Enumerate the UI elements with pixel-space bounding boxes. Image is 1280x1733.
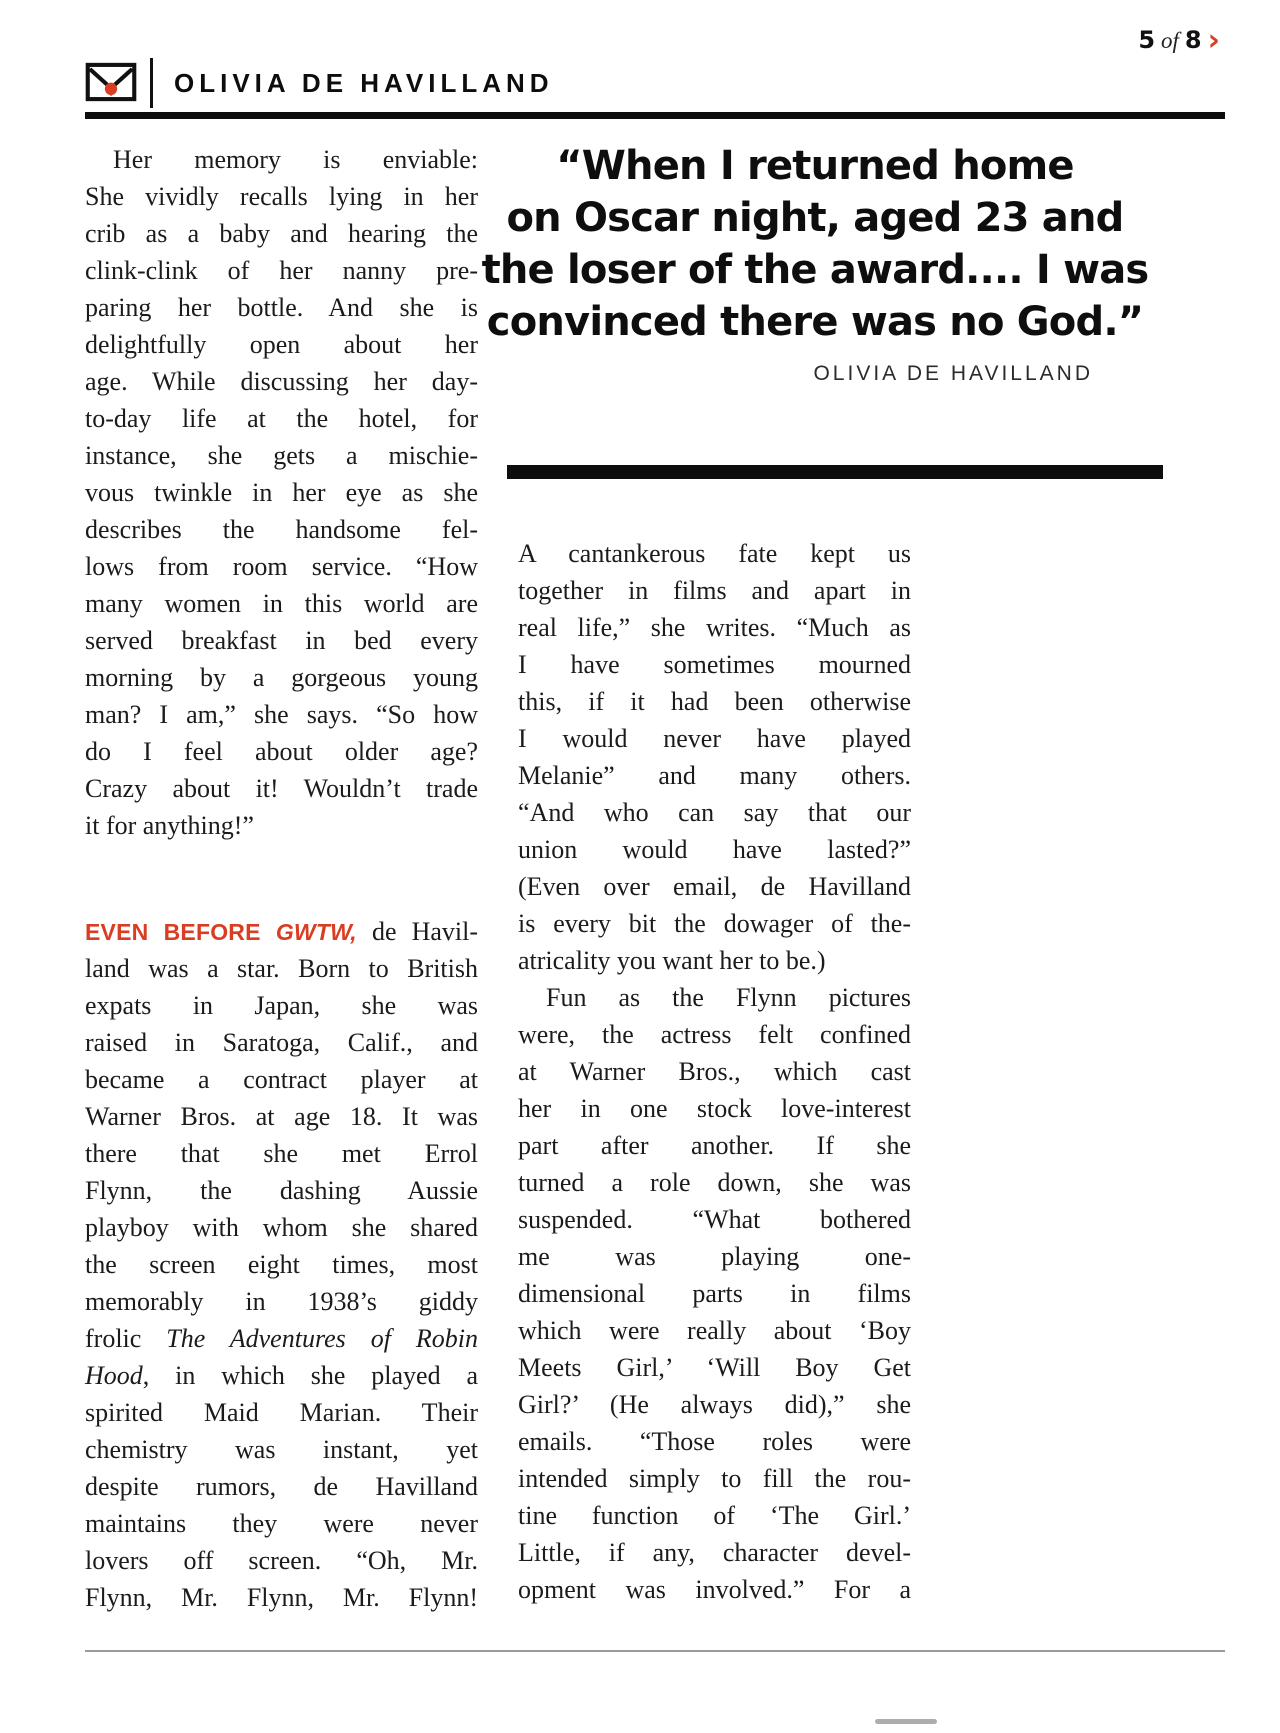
text-line: I have sometimes mourned [518,650,911,679]
text-line: union would have lasted?” [518,835,911,864]
text-line: I would never have played [518,724,911,753]
text-line: atricality you want her to be.) [518,946,826,975]
text-line: age. While discussing her day- [85,367,478,396]
text-line: opment was involved.” For a [518,1575,911,1604]
text-line: to-day life at the hotel, for [85,404,478,433]
text-line: suspended. “What bothered [518,1205,911,1234]
text-line: expats in Japan, she was [85,991,478,1020]
page-progress-indicator [875,1719,937,1724]
text-line: there that she met Errol [85,1139,478,1168]
header-rule [85,112,1225,119]
text-line: raised in Saratoga, Calif., and [85,1028,478,1057]
text-line: Girl?’ (He always did),” she [518,1390,911,1419]
text-line: at Warner Bros., which cast [518,1057,911,1086]
text-line: vous twinkle in her eye as she [85,478,478,507]
article-right-column [518,535,911,1608]
text-line: lovers off screen. “Oh, Mr. [85,1546,478,1575]
quote-divider-bar [507,465,1163,479]
paragraph [518,535,911,979]
text-line: emails. “Those roles were [518,1427,911,1456]
pull-quote-line: “When I returned home [556,143,1074,189]
footer-rule [85,1650,1225,1652]
text-line: it for anything!” [85,811,254,840]
text-line: is every bit the dowager of the- [518,909,911,938]
pull-quote-line: the loser of the award.... I was [481,247,1149,293]
text-line: “And who can say that our [518,798,911,827]
text-line: me was playing one- [518,1242,911,1271]
text-line: part after another. If she [518,1131,911,1160]
text-line: do I feel about older age? [85,737,478,766]
text-line: describes the handsome fel- [85,515,478,544]
text-line: Crazy about it! Wouldn’t trade [85,774,478,803]
text-line: playboy with whom she shared [85,1213,478,1242]
pagination [1138,23,1220,58]
text-line: her in one stock love-interest [518,1094,911,1123]
text-line: tine function of ‘The Girl.’ [518,1501,911,1530]
text-line: Flynn, the dashing Aussie [85,1176,478,1205]
pull-quote-line: convinced there was no God.” [486,299,1144,345]
text-line: Warner Bros. at age 18. It was [85,1102,478,1131]
text-line: instance, she gets a mischie- [85,441,478,470]
pull-quote [467,140,1163,386]
text-line: many women in this world are [85,589,478,618]
masthead-divider [150,58,153,108]
text-line: She vividly recalls lying in her [85,182,478,211]
text-line: real life,” she writes. “Much as [518,613,911,642]
text-line: served breakfast in bed every [85,626,478,655]
text-line: land was a star. Born to British [85,954,478,983]
paragraph [85,913,478,1616]
text-line: memorably in 1938’s giddy [85,1287,478,1316]
text-line: turned a role down, she was [518,1168,911,1197]
text-line: Fun as the Flynn pictures [546,983,911,1012]
text-line: Little, if any, character devel- [518,1538,911,1567]
text-line: were, the actress felt confined [518,1020,911,1049]
article-left-column [85,141,478,1616]
text-line: delightfully open about her [85,330,478,359]
paragraph [85,141,478,844]
text-line: together in films and apart in [518,576,911,605]
text-line: became a contract player at [85,1065,478,1094]
text-line: which were really about ‘Boy [518,1316,911,1345]
pagination-total: 8 [1184,26,1202,54]
text-line: intended simply to fill the rou- [518,1464,911,1493]
pull-quote-attribution: OLIVIA DE HAVILLAND [813,362,1093,385]
next-page-chevron[interactable]: › [1207,23,1220,58]
text-line: chemistry was instant, yet [85,1435,478,1464]
text-line: lows from room service. “How [85,552,478,581]
text-line: spirited Maid Marian. Their [85,1398,478,1427]
text-line: Flynn, Mr. Flynn, Mr. Flynn! [85,1583,478,1612]
text-line: frolic The Adventures of Robin [85,1324,478,1353]
section-title: OLIVIA DE HAVILLAND [174,68,554,98]
text-line: crib as a baby and hearing the [85,219,478,248]
text-line: paring her bottle. And she is [85,293,478,322]
text-line: Melanie” and many others. [518,761,911,790]
text-line: this, if it had been otherwise [518,687,911,716]
pull-quote-line: on Oscar night, aged 23 and [506,195,1124,241]
text-line: clink-clink of her nanny pre- [85,256,478,285]
text-line: A cantankerous fate kept us [518,539,911,568]
text-line: maintains they were never [85,1509,478,1538]
pagination-current: 5 [1138,26,1156,54]
text-line: Her memory is enviable: [113,145,478,174]
text-line: Meets Girl,’ ‘Will Boy Get [518,1353,911,1382]
text-line: (Even over email, de Havilland [518,872,911,901]
text-line: morning by a gorgeous young [85,663,478,692]
text-line: EVEN BEFORE GWTW, de Havil- [85,917,479,946]
pagination-of-label: of [1161,28,1179,53]
text-line: despite rumors, de Havilland [85,1472,478,1501]
text-line: dimensional parts in films [518,1279,911,1308]
text-line: the screen eight times, most [85,1250,478,1279]
text-line: Hood, in which she played a [85,1361,478,1390]
text-line: man? I am,” she says. “So how [85,700,478,729]
envelope-seal-icon [85,60,137,109]
paragraph [518,979,911,1608]
